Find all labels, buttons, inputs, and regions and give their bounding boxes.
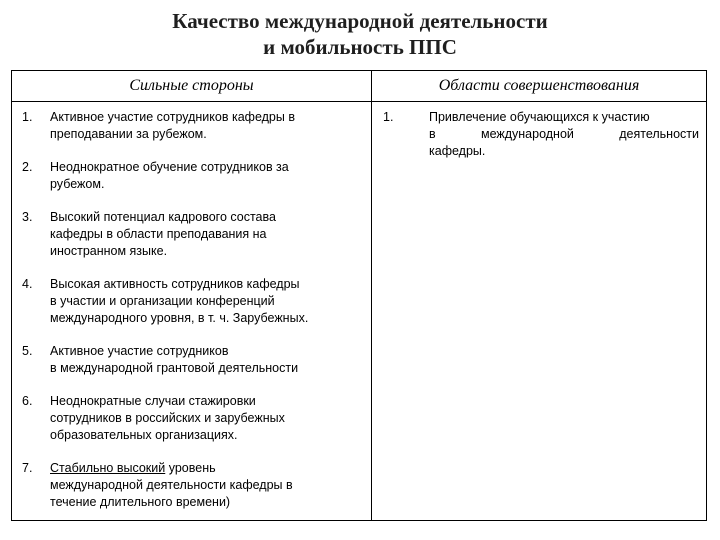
item-word: деятельности	[619, 127, 699, 141]
item-word: международной	[480, 127, 574, 141]
item-text-line: Привлечение обучающихся к участию	[429, 110, 650, 124]
item-word: в	[429, 127, 436, 141]
title-line-1: Качество международной деятельности	[172, 9, 548, 33]
strengths-header: Сильные стороны	[129, 77, 254, 94]
item-text-line: преподавании за рубежом.	[50, 127, 207, 141]
item-number: 5.	[22, 344, 33, 358]
item-number: 3.	[22, 210, 33, 224]
item-text-underlined: Стабильно высокий	[50, 461, 166, 475]
item-text-line: Активное участие сотрудников	[50, 344, 229, 358]
item-text-line: рубежом.	[50, 177, 105, 191]
item-text-line: Неоднократное обучение сотрудников за	[50, 160, 289, 174]
item-number: 1.	[383, 110, 394, 124]
item-number: 4.	[22, 277, 33, 291]
item-text-line: иностранном языке.	[50, 244, 168, 258]
item-text-rest: уровень	[165, 461, 216, 475]
improvements-header: Области совершенствования	[438, 77, 640, 94]
item-text-line: Высокий потенциал кадрового состава	[50, 210, 276, 224]
item-text-line: в международной грантовой деятельности	[50, 361, 299, 375]
item-text-line: Высокая активность сотрудников кафедры	[50, 277, 300, 291]
swot-table	[11, 70, 707, 521]
item-number: 2.	[22, 160, 33, 174]
item-text-line-justified	[429, 126, 699, 143]
item-number: 1.	[22, 110, 33, 124]
item-text-line: в участии и организации конференций	[50, 294, 275, 308]
page-title	[0, 8, 720, 60]
item-text-line: международного уровня, в т. ч. Зарубежных.	[50, 311, 309, 325]
item-text-line: течение длительного времени)	[50, 495, 231, 509]
item-number: 7.	[22, 461, 33, 475]
header-divider	[12, 101, 706, 102]
item-number: 6.	[22, 394, 33, 408]
item-text-line: сотрудников в российских и зарубежных	[50, 411, 285, 425]
item-text-line: Неоднократные случаи стажировки	[50, 394, 256, 408]
title-line-2: и мобильность ППС	[263, 35, 457, 59]
item-text-line: кафедры.	[429, 144, 486, 158]
item-text-line: Активное участие сотрудников кафедры в	[50, 110, 295, 124]
column-divider	[371, 71, 372, 520]
item-text-line: международной деятельности кафедры в	[50, 478, 293, 492]
item-text-line: образовательных организациях.	[50, 428, 238, 442]
item-text-line: кафедры в области преподавания на	[50, 227, 267, 241]
